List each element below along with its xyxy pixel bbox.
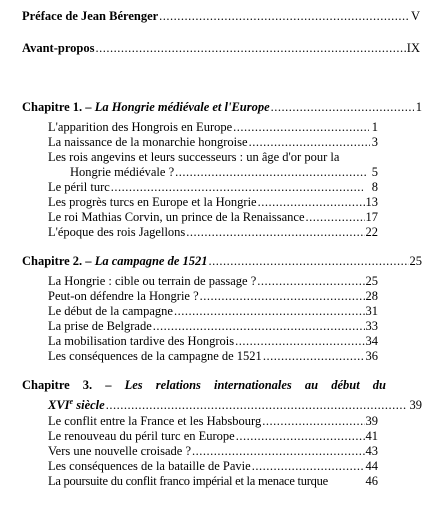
entry-title: Vers une nouvelle croisade ? xyxy=(48,444,191,458)
toc-chapter-2 xyxy=(22,254,422,269)
entry-page: 3 xyxy=(371,135,378,149)
entry-page: V xyxy=(410,9,420,23)
superscript: e xyxy=(69,397,74,406)
toc-chapter-1 xyxy=(22,100,422,115)
entry-page: 33 xyxy=(365,319,378,333)
entry-page: 39 xyxy=(409,398,422,412)
entry-page: IX xyxy=(406,41,420,55)
entry-title: La mobilisation tardive des Hongrois xyxy=(48,334,235,348)
entry-page: 5 xyxy=(371,165,378,179)
entry-page: 43 xyxy=(365,444,378,458)
dot-leader xyxy=(95,41,405,56)
chapter-title-word: Les xyxy=(124,378,143,392)
entry-title: L'époque des rois Jagellons xyxy=(48,225,186,239)
dot-leader xyxy=(271,100,415,115)
entry-title: Le péril turc xyxy=(48,180,110,194)
toc-entry xyxy=(48,444,378,459)
chapter-prefix-word: 3. xyxy=(82,378,93,392)
toc-entry xyxy=(48,334,378,349)
entry-title: Le roi Mathias Corvin, un prince de la Renaissance xyxy=(48,210,305,224)
dot-leader xyxy=(233,120,369,135)
toc-entry xyxy=(48,274,378,289)
dot-leader xyxy=(192,444,365,459)
toc-chapter-3-line1 xyxy=(22,378,386,393)
entry-page: 36 xyxy=(365,349,378,363)
dot-leader xyxy=(258,195,365,210)
entry-title: La poursuite du conflit franco impérial et la menace turque xyxy=(48,474,328,488)
dot-leader xyxy=(209,254,409,269)
chapter-title-word: au xyxy=(304,378,319,392)
toc-entry xyxy=(48,474,378,489)
entry-title: Le renouveau du péril turc en Europe xyxy=(48,429,235,443)
chapter-prefix: Chapitre 2. – xyxy=(22,254,95,268)
entry-title-line2: Hongrie médiévale ? xyxy=(70,165,175,179)
toc-entry xyxy=(48,225,378,240)
dot-leader xyxy=(249,135,371,150)
toc-entry xyxy=(48,459,378,474)
chapter-title-line2: XVI xyxy=(48,398,70,412)
toc-entry xyxy=(48,195,378,210)
toc-entry xyxy=(48,180,378,195)
entry-page: 8 xyxy=(371,180,378,194)
chapter-title-word: internationales xyxy=(214,378,292,392)
entry-title: La prise de Belgrade xyxy=(48,319,152,333)
dot-leader xyxy=(306,210,365,225)
dot-leader xyxy=(262,414,364,429)
entry-title: Les progrès turcs en Europe et la Hongrie xyxy=(48,195,257,209)
entry-page: 44 xyxy=(365,459,378,473)
entry-title: Peut-on défendre la Hongrie ? xyxy=(48,289,199,303)
entry-page: 41 xyxy=(365,429,378,443)
entry-page: 1 xyxy=(371,120,378,134)
toc-entry-avant-propos xyxy=(22,41,420,56)
entry-title: Avant-propos xyxy=(22,41,95,55)
toc-entry xyxy=(48,289,378,304)
entry-title: La naissance de la monarchie hongroise xyxy=(48,135,248,149)
entry-title: Préface de Jean Bérenger xyxy=(22,9,159,23)
entry-page: 22 xyxy=(365,225,378,239)
chapter-title-word: début xyxy=(331,378,360,392)
chapter-title-word: relations xyxy=(155,378,201,392)
dot-leader xyxy=(263,349,365,364)
toc-entry xyxy=(48,210,378,225)
chapter-title: La campagne de 1521 xyxy=(94,254,208,268)
toc-entry xyxy=(48,429,378,444)
entry-title: L'apparition des Hongrois en Europe xyxy=(48,120,233,134)
chapter-prefix: Chapitre 1. – xyxy=(22,100,95,114)
dot-leader xyxy=(174,304,365,319)
entry-page: 1 xyxy=(415,100,422,114)
dot-leader xyxy=(106,398,407,413)
chapter-title: La Hongrie médiévale et l'Europe xyxy=(94,100,270,114)
toc-entry xyxy=(48,304,378,319)
chapter-prefix-word: Chapitre xyxy=(22,378,70,392)
dot-leader xyxy=(153,319,365,334)
entry-page: 28 xyxy=(365,289,378,303)
entry-page: 25 xyxy=(409,254,422,268)
dot-leader xyxy=(175,165,366,180)
dot-leader xyxy=(235,334,364,349)
toc-entry xyxy=(48,135,378,150)
toc-entry xyxy=(48,319,378,334)
entry-title: Les conséquences de la bataille de Pavie xyxy=(48,459,251,473)
entry-title: Les conséquences de la campagne de 1521 xyxy=(48,349,262,363)
entry-title: La Hongrie : cible ou terrain de passage ? xyxy=(48,274,257,288)
entry-page: 25 xyxy=(365,274,378,288)
dot-leader xyxy=(186,225,364,240)
entry-page: 13 xyxy=(365,195,378,209)
toc-entry xyxy=(70,165,378,180)
dot-leader xyxy=(236,429,365,444)
entry-page: 31 xyxy=(365,304,378,318)
dot-leader xyxy=(252,459,365,474)
entry-title: Le conflit entre la France et les Habsbourg xyxy=(48,414,262,428)
dot-leader xyxy=(257,274,364,289)
entry-page: 34 xyxy=(365,334,378,348)
toc-entry-preface xyxy=(22,9,420,24)
dot-leader xyxy=(111,180,363,195)
dot-leader xyxy=(159,9,410,24)
chapter-title-word: du xyxy=(372,378,386,392)
dot-leader xyxy=(200,289,365,304)
toc-chapter-3 xyxy=(22,394,422,413)
entry-page: 17 xyxy=(365,210,378,224)
toc-entry xyxy=(48,414,378,429)
entry-page: 39 xyxy=(365,414,378,428)
toc-entry xyxy=(48,349,378,364)
toc-entry xyxy=(48,120,378,135)
entry-title: Le début de la campagne xyxy=(48,304,173,318)
chapter-title-line2-rest: siècle xyxy=(73,398,105,412)
entry-page: 46 xyxy=(365,474,378,488)
entry-title-line1: Les rois angevins et leurs successeurs : un âge d'or pour la xyxy=(48,150,340,164)
chapter-prefix-word: – xyxy=(105,378,112,392)
